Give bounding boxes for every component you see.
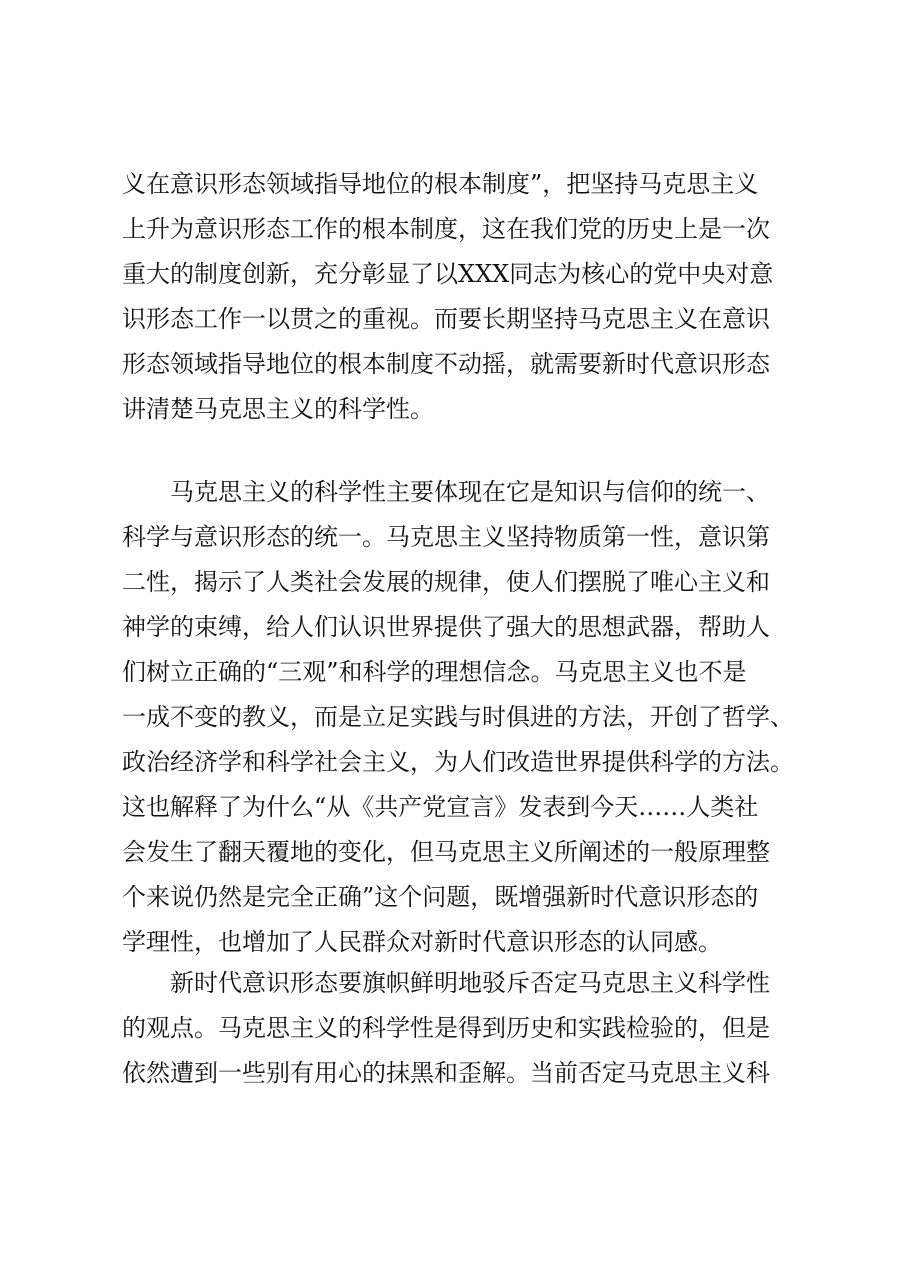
paragraph-line: 的观点。马克思主义的科学性是得到历史和实践检验的，但是 <box>122 1014 770 1042</box>
paragraph-line: 二性，揭示了人类社会发展的规律，使人们摆脱了唯心主义和 <box>122 568 770 596</box>
paragraph-line: 形态领域指导地位的根本制度不动摇，就需要新时代意识形态 <box>122 350 770 378</box>
paragraph-line: 讲清楚马克思主义的科学性。 <box>122 395 434 423</box>
paragraph-line: 政治经济学和科学社会主义，为人们改造世界提供科学的方法。 <box>122 748 794 776</box>
paragraph-2 <box>122 470 802 965</box>
paragraph-line: 识形态工作一以贯之的重视。而要长期坚持马克思主义在意识 <box>122 305 770 333</box>
paragraph-line: 们树立正确的“三观”和科学的理想信念。马克思主义也不是 <box>122 658 747 686</box>
paragraph-line: 马克思主义的科学性主要体现在它是知识与信仰的统一、 <box>170 478 770 506</box>
paragraph-1 <box>122 162 802 432</box>
paragraph-3 <box>122 961 802 1096</box>
paragraph-line: 个来说仍然是完全正确”这个问题，既增强新时代意识形态的 <box>122 883 759 911</box>
paragraph-line: 科学与意识形态的统一。马克思主义坚持物质第一性，意识第 <box>122 523 770 551</box>
paragraph-line: 这也解释了为什么“从《共产党宣言》发表到今天……人类社 <box>122 793 759 821</box>
paragraph-line: 依然遭到一些别有用心的抹黑和歪解。当前否定马克思主义科 <box>122 1059 770 1087</box>
paragraph-line: 义在意识形态领域指导地位的根本制度”，把坚持马克思主义 <box>122 170 759 198</box>
paragraph-line: 会发生了翻天覆地的变化，但马克思主义所阐述的一般原理整 <box>122 838 770 866</box>
paragraph-line: 重大的制度创新，充分彰显了以XXX同志为核心的党中央对意 <box>122 260 774 288</box>
paragraph-line: 神学的束缚，给人们认识世界提供了强大的思想武器，帮助人 <box>122 613 770 641</box>
paragraph-line: 一成不变的教义，而是立足实践与时俱进的方法，开创了哲学、 <box>122 703 794 731</box>
paragraph-line: 上升为意识形态工作的根本制度，这在我们党的历史上是一次 <box>122 215 770 243</box>
paragraph-line: 学理性，也增加了人民群众对新时代意识形态的认同感。 <box>122 928 722 956</box>
paragraph-line: 新时代意识形态要旗帜鲜明地驳斥否定马克思主义科学性 <box>170 969 770 997</box>
